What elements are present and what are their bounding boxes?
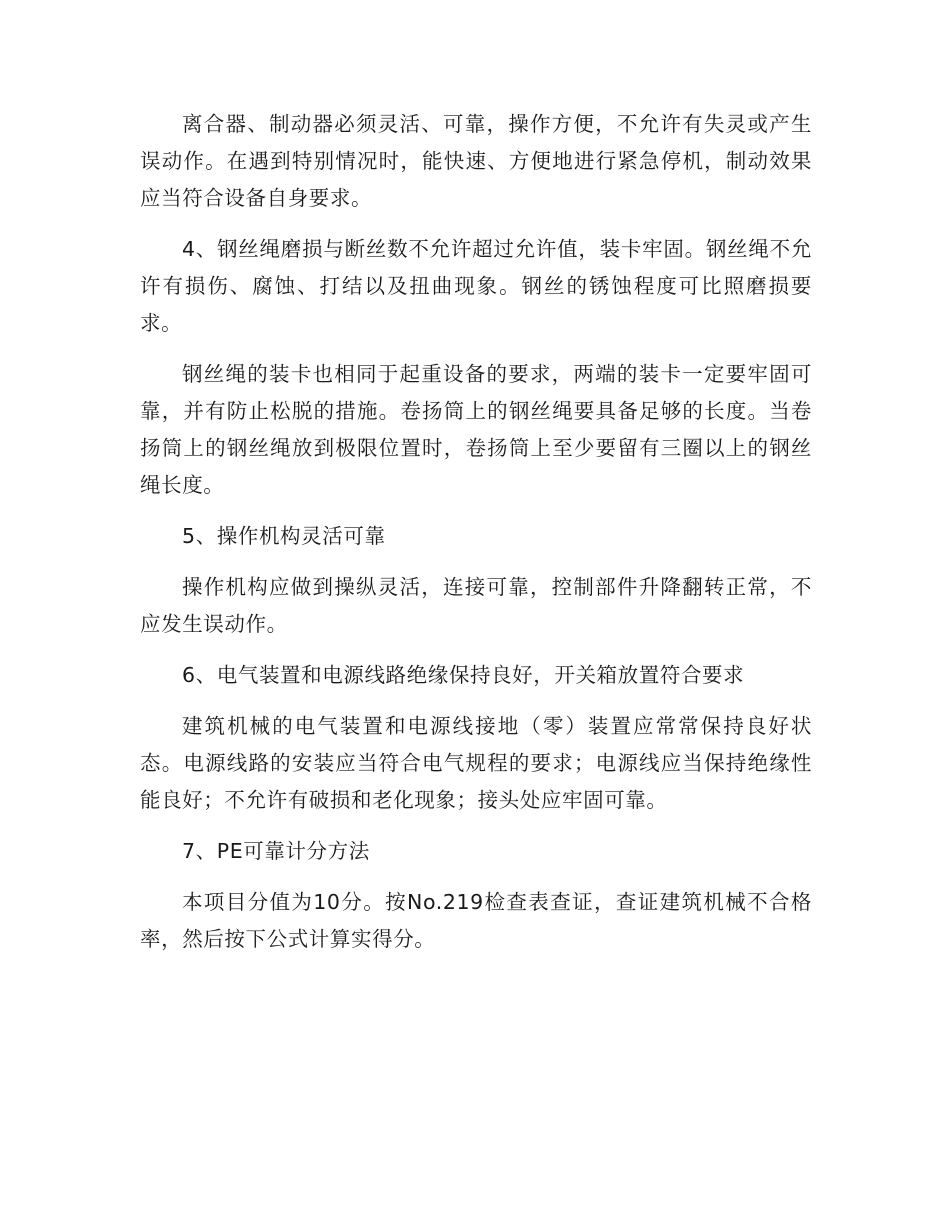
section-7-heading: 7、PE可靠计分方法 [182, 839, 370, 863]
paragraph-operating-mechanism: 操作机构应做到操纵灵活，连接可靠，控制部件升降翻转正常，不应发生误动作。 [140, 575, 812, 636]
paragraph-wire-rope-clamp: 钢丝绳的装卡也相同于起重设备的要求，两端的装卡一定要牢固可靠，并有防止松脱的措施。卷扬筒上的钢丝绳要具备足够的长度。当卷扬筒上的钢丝绳放到极限位置时，卷扬筒上至少要留有三圈以上的钢丝绳长度。 [140, 362, 812, 497]
paragraph-electrical: 建筑机械的电气装置和电源线接地（零）装置应常常保持良好状态。电源线路的安装应当符合电气规程的要求；电源线应当保持绝缘性能良好；不允许有破损和老化现象；接头处应牢固可靠。 [140, 714, 812, 812]
paragraph-scoring: 本项目分值为10分。按No.219检查表查证，查证建筑机械不合格率，然后按下公式计算实得分。 [140, 890, 812, 951]
section-5-heading: 5、操作机构灵活可靠 [182, 524, 386, 548]
section-4-heading: 4、钢丝绳磨损与断丝数不允许超过允许值，装卡牢固。钢丝绳不允许有损伤、腐蚀、打结以及扭曲现象。钢丝的锈蚀程度可比照磨损要求。 [140, 237, 812, 335]
document-page [140, 106, 812, 958]
section-6-heading: 6、电气装置和电源线路绝缘保持良好，开关箱放置符合要求 [182, 663, 745, 687]
paragraph-clutch-brake: 离合器、制动器必须灵活、可靠，操作方便，不允许有失灵或产生误动作。在遇到特别情况时，能快速、方便地进行紧急停机，制动效果应当符合设备自身要求。 [140, 112, 812, 210]
